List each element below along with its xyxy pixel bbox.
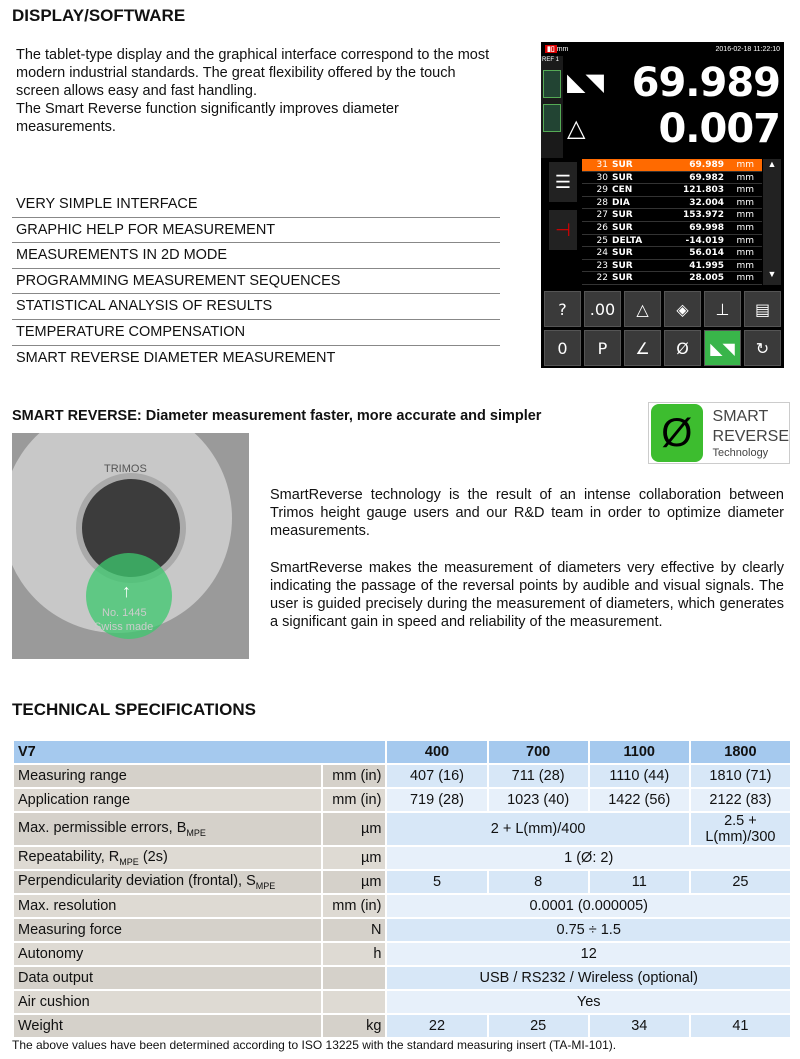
- spec-label-text: Repeatability, R: [18, 849, 120, 866]
- device-datetime: 2016-02-18 11:22:10: [715, 45, 780, 53]
- spec-label-sub: MPE: [119, 856, 139, 867]
- spec-row: [14, 967, 790, 989]
- reverse-icon: ◣◥: [567, 68, 604, 96]
- measurement-cell-u: mm: [736, 222, 754, 233]
- spec-header-row: [14, 741, 790, 763]
- spec-value: 34: [590, 1015, 689, 1037]
- measurement-table: [582, 159, 762, 285]
- spec-label: [14, 967, 321, 989]
- measurement-cell-n: 23: [596, 260, 608, 271]
- feature-item: SMART REVERSE DIAMETER MEASUREMENT: [16, 349, 336, 366]
- measurement-cell-v: 56.014: [689, 248, 724, 259]
- spec-value: 1810 (71): [691, 765, 790, 787]
- spec-label: [14, 1015, 321, 1037]
- spec-label-text: Measuring range: [18, 768, 127, 784]
- measurement-cell-t: SUR: [612, 260, 633, 271]
- spec-value: 22: [387, 1015, 486, 1037]
- smart-heading-bold: SMART REVERSE: [12, 408, 137, 424]
- measurement-cell-t: SUR: [612, 172, 633, 183]
- measurement-cell-n: 29: [596, 185, 608, 196]
- spec-label-text: Application range: [18, 792, 131, 808]
- spec-label: [14, 789, 321, 811]
- spec-row: [14, 919, 790, 941]
- spec-value: 1422 (56): [590, 789, 689, 811]
- measurement-cell-v: 41.995: [689, 260, 724, 271]
- feature-item: GRAPHIC HELP FOR MEASUREMENT: [12, 218, 500, 244]
- spec-col-header: 1100: [590, 741, 689, 763]
- spec-col-header: 700: [489, 741, 588, 763]
- spec-row: [14, 943, 790, 965]
- spec-unit: [323, 967, 386, 989]
- measurement-cell-n: 22: [596, 273, 608, 284]
- device-level-indicator: [541, 56, 563, 158]
- spec-row: [14, 789, 790, 811]
- spec-row: [14, 813, 790, 845]
- measurement-cell-u: mm: [736, 197, 754, 208]
- smart-reverse-paragraph-1: SmartReverse technology is the result of an intense collaboration between Trimos height gauge users and our R&D team in order to optimize diameter measurements.: [270, 487, 784, 539]
- spec-value: 407 (16): [387, 765, 486, 787]
- spec-unit: µm: [323, 847, 386, 869]
- feature-item: STATISTICAL ANALYSIS OF RESULTS: [12, 294, 500, 320]
- device-unit: mm: [556, 45, 569, 53]
- spec-label-text: Autonomy: [18, 946, 84, 962]
- feature-item: MEASUREMENTS IN 2D MODE: [12, 243, 500, 269]
- spec-value: 2.5 + L(mm)/300: [691, 813, 790, 845]
- spec-unit: µm: [323, 813, 386, 845]
- measurement-cell-t: CEN: [612, 185, 633, 196]
- spec-label-sub: MPE: [255, 880, 276, 891]
- spec-value: 1023 (40): [489, 789, 588, 811]
- spec-label: [14, 991, 321, 1013]
- smart-reverse-heading: [12, 408, 541, 424]
- measurement-row: [582, 272, 762, 285]
- measurement-row: [582, 222, 762, 235]
- layers-icon: ◈: [664, 291, 701, 327]
- battery-icon: ▮▯: [547, 46, 555, 53]
- measurement-cell-v: 28.005: [689, 273, 724, 284]
- logo-line-2: REVERSE: [712, 428, 789, 445]
- measurement-cell-v: 121.803: [683, 185, 724, 196]
- spec-value: 719 (28): [387, 789, 486, 811]
- angle-icon: ∠: [624, 330, 661, 366]
- measurement-cell-n: 25: [596, 235, 608, 246]
- probe-icon: ⊣: [549, 210, 577, 250]
- device-status-bar: [541, 42, 784, 56]
- spec-table: [12, 739, 792, 1039]
- measurement-row: [582, 209, 762, 222]
- spec-unit: mm (in): [323, 765, 386, 787]
- logo-line-1: SMART: [712, 408, 769, 425]
- spec-label: [14, 919, 321, 941]
- measurement-cell-t: SUR: [612, 248, 633, 259]
- device-button-grid: [541, 288, 784, 368]
- measurement-cell-n: 26: [596, 222, 608, 233]
- spec-value: 1 (Ø: 2): [387, 847, 790, 869]
- spec-label: [14, 847, 321, 869]
- measurement-row: [582, 247, 762, 260]
- decimal-icon: .00: [584, 291, 621, 327]
- arrow-up-icon: ↑: [122, 581, 131, 601]
- measurement-row: [582, 235, 762, 248]
- smart-heading-rest: : Diameter measurement faster, more accurate and simpler: [136, 408, 542, 424]
- measurement-cell-v: 69.998: [689, 222, 724, 233]
- spec-model: V7: [14, 741, 385, 763]
- spec-value: 25: [691, 871, 790, 893]
- spec-label-text: Air cushion: [18, 994, 90, 1010]
- spec-label-text: Data output: [18, 970, 93, 986]
- feature-item: VERY SIMPLE INTERFACE: [12, 192, 500, 218]
- spec-label-sub: MPE: [186, 827, 206, 838]
- preset-icon: P: [584, 330, 621, 366]
- spec-col-header: 1800: [691, 741, 790, 763]
- intro-text: The tablet-type display and the graphical interface correspond to the most modern industrial standards. The great flexibility offered by the touch screen allows easy and fast handling. The Smart Reverse function significantly improves diameter measurements.: [16, 47, 490, 135]
- measurement-cell-n: 30: [596, 172, 608, 183]
- gauge-ring-photo: [12, 433, 249, 659]
- measurement-row: [582, 184, 762, 197]
- feature-item: TEMPERATURE COMPENSATION: [12, 320, 500, 346]
- measurement-cell-u: mm: [736, 235, 754, 246]
- measurement-cell-u: mm: [736, 160, 754, 170]
- measurement-cell-v: 69.989: [689, 160, 724, 170]
- spec-value: 12: [387, 943, 790, 965]
- spec-unit: µm: [323, 871, 386, 893]
- measurement-cell-v: -14.019: [685, 235, 724, 246]
- table-scrollbar: ▲ ▼: [763, 159, 781, 285]
- spec-label: [14, 871, 321, 893]
- measurement-cell-n: 28: [596, 197, 608, 208]
- spec-label: [14, 765, 321, 787]
- smart-reverse-icon: ◣◥: [704, 330, 741, 366]
- spec-row: [14, 871, 790, 893]
- spec-value: 25: [489, 1015, 588, 1037]
- perpendicular-icon: ⊥: [704, 291, 741, 327]
- spec-row: [14, 991, 790, 1013]
- spec-value: 2 + L(mm)/400: [387, 813, 688, 845]
- section-title-display: DISPLAY/SOFTWARE: [12, 6, 186, 25]
- spec-value: 0.75 ÷ 1.5: [387, 919, 790, 941]
- spec-label-text: Weight: [18, 1018, 63, 1034]
- spec-value: USB / RS232 / Wireless (optional): [387, 967, 790, 989]
- spec-unit: N: [323, 919, 386, 941]
- device-delta-value: 0.007: [658, 106, 780, 152]
- measurement-cell-t: DELTA: [612, 235, 643, 246]
- spec-row: [14, 847, 790, 869]
- spec-value: 1110 (44): [590, 765, 689, 787]
- spec-label-text: Max. permissible errors, B: [18, 820, 187, 837]
- measurement-cell-u: mm: [736, 210, 754, 221]
- measurement-cell-t: SUR: [612, 210, 633, 221]
- diameter-logo-icon: Ø: [651, 404, 703, 462]
- measurement-cell-n: 24: [596, 248, 608, 259]
- measurement-cell-v: 69.982: [689, 172, 724, 183]
- measurement-cell-u: mm: [736, 185, 754, 196]
- measurement-cell-t: SUR: [612, 273, 633, 284]
- printer-icon: ▤: [744, 291, 781, 327]
- spec-value: 5: [387, 871, 486, 893]
- spec-value: Yes: [387, 991, 790, 1013]
- spec-label-text: Max. resolution: [18, 898, 117, 914]
- measurement-cell-t: DIA: [612, 197, 630, 208]
- photo-made-text: Swiss made: [94, 621, 154, 633]
- measurement-cell-u: mm: [736, 172, 754, 183]
- spec-label-suffix: (2s): [138, 849, 168, 866]
- feature-list: [12, 192, 500, 371]
- spec-value: 41: [691, 1015, 790, 1037]
- spec-unit: kg: [323, 1015, 386, 1037]
- spec-label: [14, 895, 321, 917]
- spec-label: [14, 943, 321, 965]
- logo-line-3: Technology: [712, 447, 769, 459]
- device-display-image: [541, 42, 784, 368]
- measurement-cell-t: SUR: [612, 160, 633, 170]
- list-icon: ☰: [549, 162, 577, 202]
- rotate-icon: ↻: [744, 330, 781, 366]
- delta-icon: △: [567, 115, 586, 142]
- measurement-cell-u: mm: [736, 273, 754, 284]
- diameter-icon: Ø: [664, 330, 701, 366]
- section-title-specs: TECHNICAL SPECIFICATIONS: [12, 700, 256, 719]
- spec-row: [14, 1015, 790, 1037]
- measurement-row: [582, 260, 762, 273]
- photo-brand-text: TRIMOS: [104, 463, 147, 475]
- spec-row: [14, 765, 790, 787]
- measurement-cell-t: SUR: [612, 222, 633, 233]
- spec-row: [14, 895, 790, 917]
- photo-serial-text: No. 1445: [102, 607, 147, 619]
- measurement-cell-v: 32.004: [689, 197, 724, 208]
- measurement-row: [582, 172, 762, 185]
- smart-reverse-paragraph-2: SmartReverse makes the measurement of diameters very effective by clearly indicating the passage of the reversal points by audible and visual signals. The user is guided precisely during the measurement of diameters, which generates a significant gain in speed and reliability of the measurement.: [270, 560, 784, 630]
- measurement-row: [582, 197, 762, 210]
- delta-button-icon: △: [624, 291, 661, 327]
- footnote: The above values have been determined according to ISO 13225 with the standard measuring insert (TA-MI-101).: [12, 1038, 617, 1052]
- spec-value: 11: [590, 871, 689, 893]
- measurement-cell-n: 27: [596, 210, 608, 221]
- feature-item: PROGRAMMING MEASUREMENT SEQUENCES: [12, 269, 500, 295]
- device-main-value: 69.989: [631, 60, 780, 106]
- help-icon: ?: [544, 291, 581, 327]
- spec-value: 2122 (83): [691, 789, 790, 811]
- spec-unit: [323, 991, 386, 1013]
- spec-label-text: Perpendicularity deviation (frontal), S: [18, 873, 256, 890]
- measurement-cell-u: mm: [736, 260, 754, 271]
- measurement-cell-n: 31: [596, 160, 608, 170]
- spec-label-text: Measuring force: [18, 922, 122, 938]
- spec-unit: mm (in): [323, 895, 386, 917]
- device-ref: REF 1: [542, 57, 560, 63]
- spec-col-header: 400: [387, 741, 486, 763]
- zero-icon: 0: [544, 330, 581, 366]
- spec-unit: mm (in): [323, 789, 386, 811]
- spec-unit: h: [323, 943, 386, 965]
- spec-value: 0.0001 (0.000005): [387, 895, 790, 917]
- measurement-cell-v: 153.972: [683, 210, 724, 221]
- smart-reverse-logo: [648, 402, 790, 464]
- measurement-cell-u: mm: [736, 248, 754, 259]
- spec-value: 711 (28): [489, 765, 588, 787]
- spec-label: [14, 813, 321, 845]
- measurement-row: [582, 159, 762, 172]
- spec-value: 8: [489, 871, 588, 893]
